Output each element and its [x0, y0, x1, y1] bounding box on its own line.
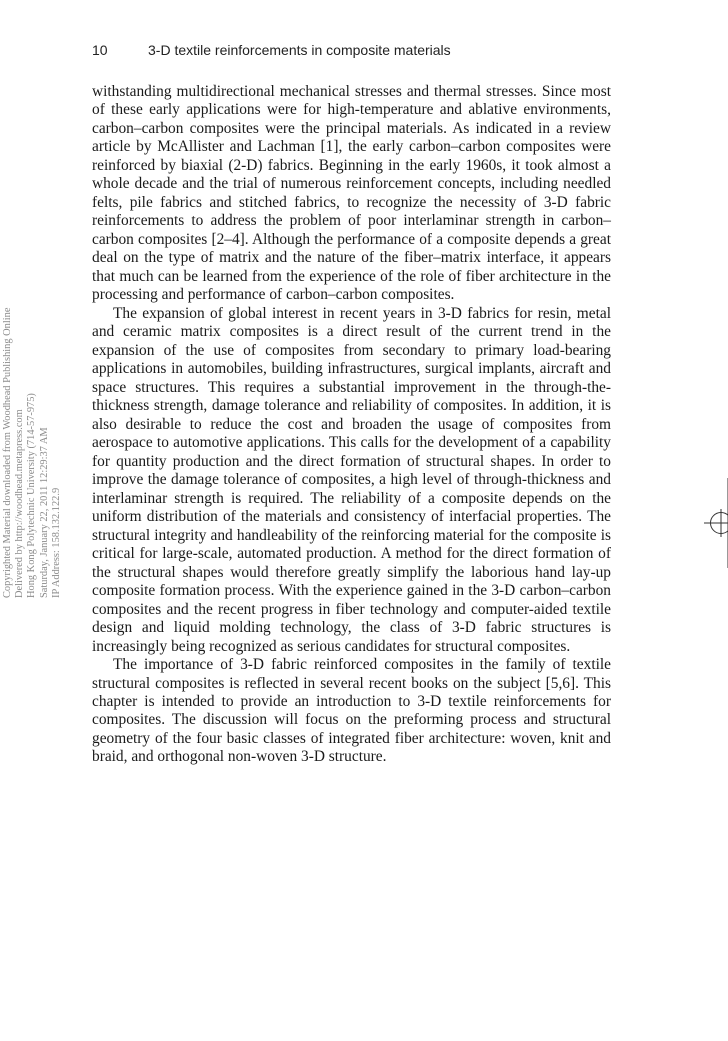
crop-mark-icon	[704, 478, 728, 568]
running-head	[92, 42, 451, 58]
download-watermark	[2, 178, 63, 598]
watermark-line: Copyrighted Material downloaded from Woodhead Publishing Online	[2, 307, 13, 598]
watermark-line: Hong Kong Polytechnic University (714-57-975)	[26, 393, 38, 598]
paragraph: The expansion of global interest in recent years in 3-D fabrics for resin, metal and ceramic matrix composites is a direct result of the current trend in the expansion of the use of composites from secondary to primary load-bearing applications in automobiles, building infrastructures, surgical implants, aircraft and space structures. This requires a substantial improvement in the through-the-thickness strength, damage tolerance and reliability of composites. In addition, it is also desirable to reduce the cost and broaden the usage of composites from aerospace to automotive applications. This calls for the development of a capability for quantity production and the direct formation of structural shapes. In order to improve the damage tolerance of composites, a high level of through-thickness and interlaminar strength is required. The reliability of a composite depends on the uniform distribution of the materials and consistency of interfacial properties. The structural integrity and handleability of the reinforcing material for the composite is critical for large-scale, automated production. A method for the direct formation of the structural shapes would therefore greatly simplify the laborious hand lay-up composite formation process. With the experience gained in the 3-D carbon–carbon composites and the recent progress in fiber technology and computer-aided textile design and liquid molding technology, the class of 3-D fabric structures is increasingly being recognized as serious candidates for structural composites.	[92, 304, 611, 655]
paragraph: The importance of 3-D fabric reinforced composites in the family of textile structural composites is reflected in several recent books on the subject [5,6]. This chapter is intended to provide an introduction to 3-D textile reinforcements for composites. The discussion will focus on the preforming process and structural geometry of the four basic classes of integrated fiber architecture: woven, knit and braid, and orthogonal non-woven 3-D structure.	[92, 656, 611, 766]
chapter-title: 3-D textile reinforcements in composite materials	[148, 42, 451, 58]
body-text	[92, 83, 611, 767]
paragraph-continued: withstanding multidirectional mechanical stresses and thermal stresses. Since most of these early applications were for high-temperature and ablative environments, carbon–carbon composites were the principal materials. As indicated in a review article by McAllister and Lachman [1], the early carbon–carbon composites were reinforced by biaxial (2-D) fabrics. Beginning in the early 1960s, it took almost a whole decade and the trial of numerous reinforcement concepts, including needled felts, pile fabrics and stitched fabrics, to recognize the necessity of 3-D fabric reinforcements to address the problem of poor interlaminar strength in carbon–carbon composites [2–4]. Although the performance of a composite depends a great deal on the type of matrix and the nature of the fiber–matrix interface, it appears that much can be learned from the experience of the role of fiber architecture in the processing and performance of carbon–carbon composites.	[92, 83, 611, 304]
watermark-line: Delivered by http://woodhead.metapress.com	[14, 409, 26, 598]
watermark-line: IP Address: 158.132.122.9	[50, 487, 62, 598]
page-number: 10	[92, 42, 108, 58]
watermark-line: Saturday, January 22, 2011 12:29:37 AM	[38, 427, 50, 598]
